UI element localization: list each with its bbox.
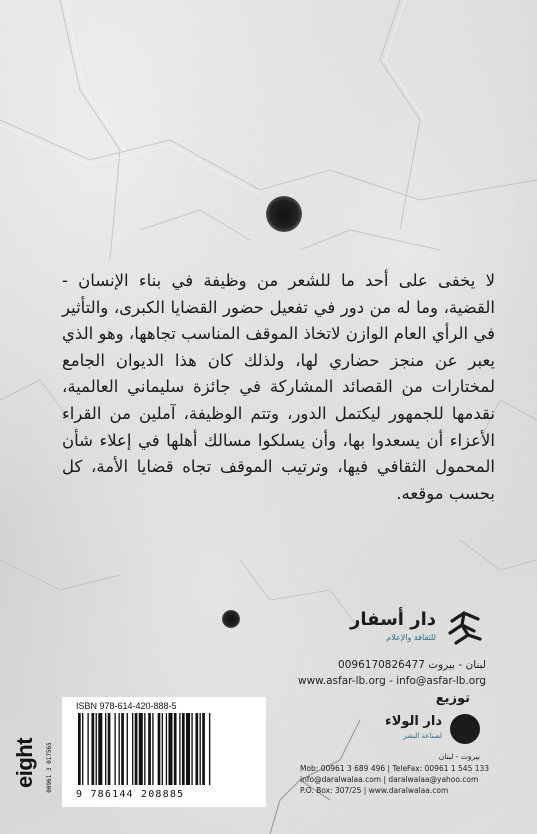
barcode-bar: [87, 713, 88, 785]
barcode-bar: [152, 713, 153, 785]
distributor-name: دار الولاء: [385, 714, 442, 729]
distributor-phones: Mob: 00961 3 689 496 | TeleFax: 00961 1 545 133: [300, 764, 490, 773]
walaa-logo-icon: [450, 714, 480, 744]
distributor-tagline: لصناعة النشر: [403, 732, 442, 740]
barcode-bar: [121, 713, 124, 785]
barcode-bar: [96, 713, 97, 785]
barcode-bar: [78, 713, 81, 785]
eight-brand: eight: [12, 737, 38, 789]
barcode-bar: [174, 713, 177, 785]
barcode-digits: 9 786144 208885: [76, 789, 185, 800]
publisher-phone: لبنان - بيروت 0096170826477: [338, 659, 486, 671]
isbn-text: ISBN 978-614-420-888-5: [76, 701, 177, 711]
bullet-hole-bottom: [222, 610, 240, 628]
barcode-bar: [162, 713, 163, 785]
barcode-bar: [82, 713, 83, 785]
barcode-bar: [166, 713, 167, 785]
barcode-bar: [148, 713, 151, 785]
side-number: 00961 3 017565: [45, 742, 53, 793]
barcode-bar: [127, 713, 128, 785]
barcode-bar: [200, 713, 201, 785]
barcode-bar: [135, 713, 138, 785]
barcode-bar: [202, 713, 205, 785]
barcode-bar: [179, 713, 180, 785]
distributor-emails: info@daralwalaa.com | daralwalaa@yahoo.com: [300, 775, 479, 784]
barcode-bar: [108, 713, 111, 785]
asfar-logo-icon: [444, 607, 486, 649]
distributor-city: بيروت - لبنان: [438, 752, 480, 761]
side-strip: [12, 720, 53, 820]
barcode-bar: [119, 713, 120, 785]
barcode-bar: [105, 713, 106, 785]
barcode-bar: [98, 713, 102, 785]
distribution-title: توزيع: [435, 691, 470, 706]
publisher-name: دار أسفار: [350, 609, 436, 630]
barcode-bar: [168, 713, 172, 785]
publisher-tagline: للثقافة والإعلام: [386, 633, 436, 642]
publisher-website: www.asfar-lb.org - info@asfar-lb.org: [297, 675, 486, 687]
barcode-bar: [132, 713, 133, 785]
barcode-bar: [144, 713, 145, 785]
bullet-hole-top: [266, 196, 302, 232]
distributor-block: [300, 712, 490, 822]
distributor-pobox: P.O. Box: 307/25 | www.daralwalaa.com: [300, 786, 449, 795]
barcode-icon: [76, 713, 252, 787]
barcode-bar: [195, 713, 198, 785]
barcode-box: [62, 697, 266, 807]
barcode-bar: [186, 713, 190, 785]
barcode-bar: [92, 713, 95, 785]
blurb-text: لا يخفى على أحد ما للشعر من وظيفة في بناء الإنسان - القضية، وما له من دور في تفعيل حضور القضايا الكبرى، والتأثير في الرأي العام الوازن لاتخاذ الموقف المناسب تجاهها، وهو الذي يعبر عن منجز حضاري لها، ولذلك كان هذا الديوان الجامع لمختارات من القصائد المشاركة في جائزة سليماني العالمية، نقدمها للجمهور ليكتمل الدور، وتتم الوظيفة، آملين من القراء الأعزاء أن يسعدوا بها، وأن يسلكوا مسالك أهلها في إعلاء شأن المحمول الثقافي فيها، وترتيب الموقف تجاه قضايا الأمة، كل بحسب موقعه.: [62, 271, 495, 503]
barcode-bar: [182, 713, 185, 785]
barcode-bar: [209, 713, 210, 785]
barcode-bar: [191, 713, 192, 785]
barcode-bar: [114, 713, 115, 785]
barcode-bar: [139, 713, 143, 785]
barcode-bar: [158, 713, 161, 785]
publisher-block: [297, 605, 486, 687]
